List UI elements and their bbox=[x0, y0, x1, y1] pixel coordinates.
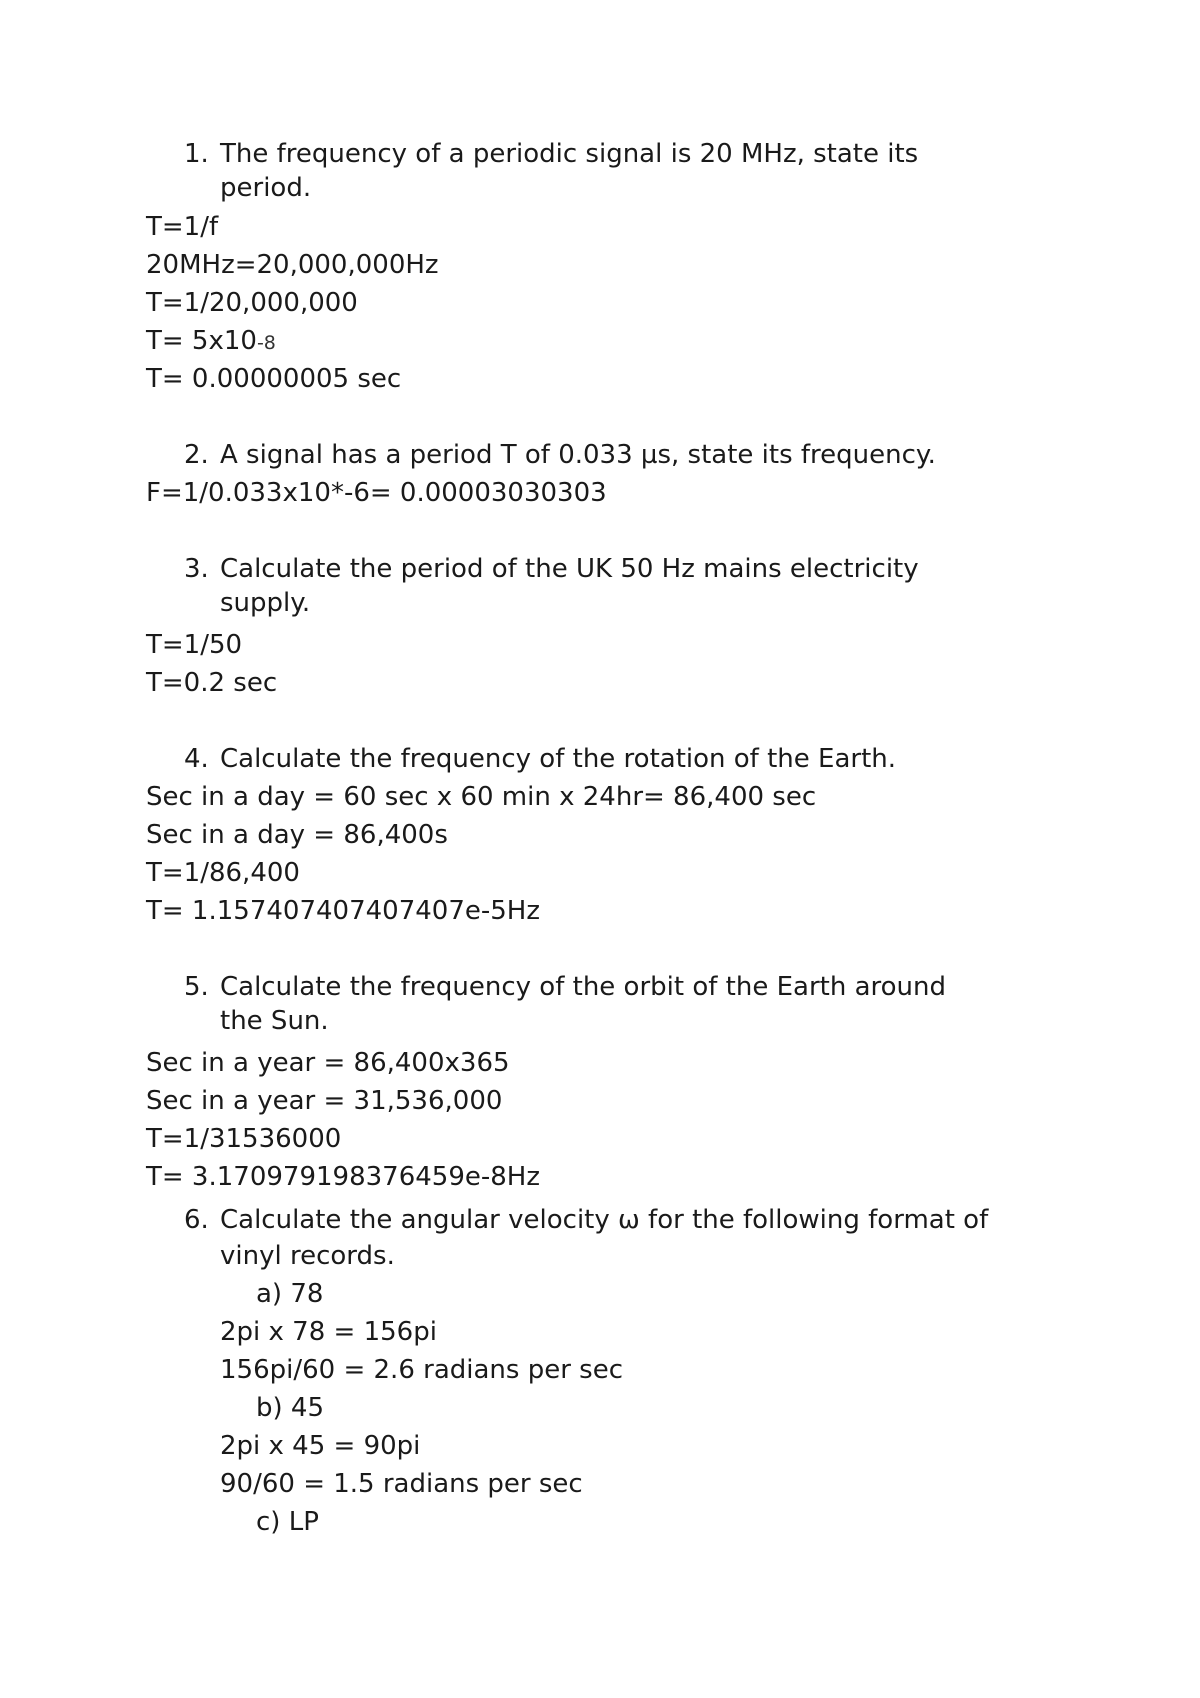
question-1 bbox=[184, 137, 918, 171]
answer-line: T=1/f bbox=[146, 212, 219, 242]
exponent-base: T= 5x10 bbox=[146, 326, 257, 356]
answer-line-exponent bbox=[146, 324, 276, 360]
question-text: Calculate the frequency of the rotation of the Earth. bbox=[220, 744, 897, 774]
question-1-continuation: period. bbox=[220, 173, 312, 203]
question-text: The frequency of a periodic signal is 20 MHz, state its bbox=[220, 139, 919, 169]
question-text: Calculate the angular velocity ω for the following format of bbox=[220, 1205, 989, 1235]
answer-line: F=1/0.033x10*-6= 0.00003030303 bbox=[146, 478, 607, 508]
question-6-continuation: vinyl records. bbox=[220, 1241, 395, 1271]
answer-line: T= 0.00000005 sec bbox=[146, 364, 402, 394]
sub-question-c: c) LP bbox=[256, 1507, 319, 1537]
answer-line: T=1/31536000 bbox=[146, 1124, 342, 1154]
question-3-continuation: supply. bbox=[220, 588, 311, 618]
answer-line: Sec in a day = 60 sec x 60 min x 24hr= 86,400 sec bbox=[146, 782, 817, 812]
answer-line: T=1/20,000,000 bbox=[146, 288, 358, 318]
answer-line: 2pi x 78 = 156pi bbox=[220, 1317, 437, 1347]
answer-line: 90/60 = 1.5 radians per sec bbox=[220, 1469, 583, 1499]
answer-line: 156pi/60 = 2.6 radians per sec bbox=[220, 1355, 623, 1385]
exponent-power: -8 bbox=[256, 332, 276, 354]
answer-line: T= 1.157407407407407e-5Hz bbox=[146, 896, 540, 926]
answer-line: T=1/50 bbox=[146, 630, 243, 660]
sub-question-a: a) 78 bbox=[256, 1279, 324, 1309]
question-3 bbox=[184, 552, 919, 586]
question-number: 6. bbox=[184, 1205, 209, 1235]
answer-line: 2pi x 45 = 90pi bbox=[220, 1431, 421, 1461]
question-number: 1. bbox=[184, 139, 209, 169]
question-text: Calculate the period of the UK 50 Hz mains electricity bbox=[220, 554, 919, 584]
answer-line: T=1/86,400 bbox=[146, 858, 300, 888]
answer-line: Sec in a day = 86,400s bbox=[146, 820, 448, 850]
question-2 bbox=[184, 438, 936, 472]
answer-line: 20MHz=20,000,000Hz bbox=[146, 250, 439, 280]
question-5-continuation: the Sun. bbox=[220, 1006, 329, 1036]
question-text: Calculate the frequency of the orbit of the Earth around bbox=[220, 972, 947, 1002]
sub-question-b: b) 45 bbox=[256, 1393, 324, 1423]
answer-line: T= 3.170979198376459e-8Hz bbox=[146, 1162, 540, 1192]
answer-line: T=0.2 sec bbox=[146, 668, 278, 698]
question-number: 4. bbox=[184, 744, 209, 774]
question-number: 5. bbox=[184, 972, 209, 1002]
question-4 bbox=[184, 742, 896, 776]
answer-line: Sec in a year = 86,400x365 bbox=[146, 1048, 510, 1078]
question-6 bbox=[184, 1203, 988, 1237]
question-number: 2. bbox=[184, 440, 209, 470]
question-number: 3. bbox=[184, 554, 209, 584]
question-5 bbox=[184, 970, 946, 1004]
answer-line: Sec in a year = 31,536,000 bbox=[146, 1086, 503, 1116]
question-text: A signal has a period T of 0.033 µs, state its frequency. bbox=[220, 440, 936, 470]
